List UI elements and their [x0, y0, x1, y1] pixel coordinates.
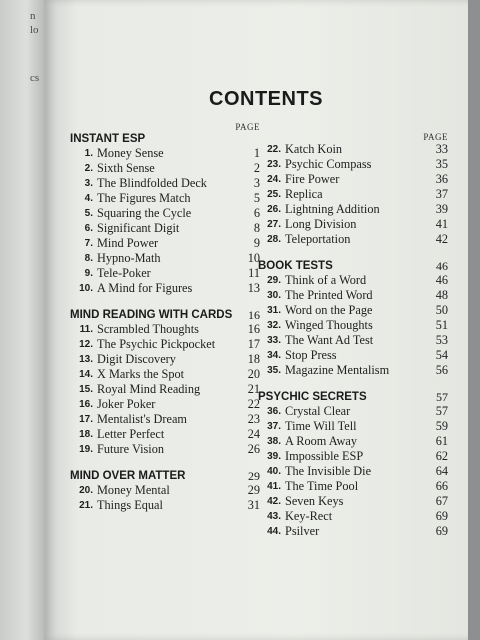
toc-entry	[258, 142, 448, 157]
entry-number: 24.	[267, 174, 281, 185]
entry-page-number: 67	[435, 494, 448, 508]
entry-number: 7.	[84, 238, 93, 249]
toc-entry	[258, 303, 448, 318]
toc-entry	[258, 363, 448, 378]
toc-entry	[258, 434, 448, 449]
entry-number: 18.	[79, 429, 93, 440]
toc-entry	[258, 232, 448, 247]
entry-number: 17.	[79, 414, 93, 425]
entry-title: Significant Digit	[97, 221, 180, 235]
entry-page-number: 22	[247, 397, 260, 411]
entry-number: 41.	[267, 481, 281, 492]
entry-title: The Time Pool	[285, 479, 359, 493]
entry-number: 4.	[84, 193, 93, 204]
toc-entry	[70, 191, 260, 206]
entry-number: 42.	[267, 496, 281, 507]
entry-number: 29.	[267, 275, 281, 286]
entry-number: 8.	[84, 253, 93, 264]
entry-page-number: 17	[247, 337, 260, 351]
entry-title: Seven Keys	[285, 494, 344, 508]
toc-entry	[258, 479, 448, 494]
toc-entry	[258, 348, 448, 363]
entry-page-number: 9	[253, 236, 260, 250]
entry-number: 20.	[79, 485, 93, 496]
entry-page-number: 20	[247, 367, 260, 381]
entry-number: 23.	[267, 159, 281, 170]
entry-title: Letter Perfect	[97, 427, 165, 441]
toc-entry	[70, 337, 260, 352]
toc-entry	[258, 217, 448, 232]
entry-title: Digit Discovery	[97, 352, 176, 366]
entry-title: Think of a Word	[285, 273, 367, 287]
toc-entry	[70, 498, 260, 513]
entry-title: Future Vision	[97, 442, 165, 456]
entry-number: 11.	[79, 324, 93, 335]
entry-page-number: 6	[253, 206, 260, 220]
entry-title: Replica	[285, 187, 323, 201]
toc-entry	[258, 202, 448, 217]
toc-entry	[70, 352, 260, 367]
toc-entry	[258, 524, 448, 539]
entry-number: 28.	[267, 234, 281, 245]
entry-number: 27.	[267, 219, 281, 230]
entry-title: Hypno-Math	[97, 251, 161, 265]
entry-page-number: 61	[435, 434, 448, 448]
toc-entry	[70, 483, 260, 498]
entry-page-number: 35	[435, 157, 448, 171]
entry-title: A Room Away	[285, 434, 357, 448]
entry-number: 39.	[267, 451, 281, 462]
entry-title: Time Will Tell	[285, 419, 357, 433]
entry-page-number: 13	[247, 281, 260, 295]
toc-entry	[70, 427, 260, 442]
entry-number: 12.	[79, 339, 93, 350]
toc-entry	[70, 382, 260, 397]
entry-page-number: 1	[253, 146, 260, 160]
section-spacer	[70, 296, 260, 308]
entry-number: 34.	[267, 350, 281, 361]
entry-number: 32.	[267, 320, 281, 331]
entry-title: Katch Koin	[285, 142, 343, 156]
entry-title: The Blindfolded Deck	[97, 176, 207, 190]
entry-number: 9.	[84, 268, 93, 279]
entry-title: Squaring the Cycle	[97, 206, 192, 220]
entry-title: Tele-Poker	[97, 266, 151, 280]
entry-page-number: 53	[435, 333, 448, 347]
section-spacer	[258, 247, 448, 259]
entry-number: 38.	[267, 436, 281, 447]
toc-entry	[258, 449, 448, 464]
section-title: MIND READING WITH CARDS	[70, 309, 233, 321]
entry-page-number: 64	[435, 464, 448, 478]
toc-entry	[70, 397, 260, 412]
page-column-header: PAGE	[235, 122, 260, 132]
entry-page-number: 57	[435, 404, 448, 418]
toc-entry	[70, 251, 260, 266]
entry-number: 21.	[79, 500, 93, 511]
entry-number: 31.	[267, 305, 281, 316]
entry-number: 14.	[79, 369, 93, 380]
page-title: CONTENTS	[209, 88, 323, 110]
entry-number: 44.	[267, 526, 281, 537]
entry-page-number: 33	[435, 142, 448, 156]
entry-page-number: 5	[253, 191, 260, 205]
entry-number: 6.	[84, 223, 93, 234]
entry-number: 33.	[267, 335, 281, 346]
toc-entry	[258, 333, 448, 348]
section-page-number: 46	[436, 259, 448, 273]
entry-page-number: 16	[247, 322, 260, 336]
entry-page-number: 24	[247, 427, 260, 441]
entry-page-number: 46	[435, 273, 448, 287]
section-page-number: 16	[248, 308, 260, 322]
entry-title: The Figures Match	[97, 191, 191, 205]
entry-title: Winged Thoughts	[285, 318, 373, 332]
entry-title: Scrambled Thoughts	[97, 322, 199, 336]
section-title: PSYCHIC SECRETS	[258, 391, 367, 403]
entry-title: Magazine Mentalism	[285, 363, 390, 377]
entry-title: The Psychic Pickpocket	[97, 337, 216, 351]
left-column	[70, 122, 260, 513]
toc-entry	[258, 318, 448, 333]
entry-number: 30.	[267, 290, 281, 301]
toc-entry	[70, 281, 260, 296]
entry-title: The Want Ad Test	[285, 333, 374, 347]
section-heading	[70, 308, 260, 322]
entry-page-number: 39	[435, 202, 448, 216]
entry-title: Fire Power	[285, 172, 340, 186]
entry-title: Mind Power	[97, 236, 159, 250]
entry-number: 10.	[79, 283, 93, 294]
entry-title: A Mind for Figures	[97, 281, 193, 295]
entry-page-number: 21	[247, 382, 260, 396]
entry-page-number: 18	[247, 352, 260, 366]
section-spacer	[258, 378, 448, 390]
entry-page-number: 29	[247, 483, 260, 497]
entry-number: 22.	[267, 144, 281, 155]
entry-number: 3.	[84, 178, 93, 189]
entry-title: Money Sense	[97, 146, 164, 160]
section-title: MIND OVER MATTER	[70, 470, 186, 482]
entry-page-number: 10	[247, 251, 260, 265]
entry-number: 1.	[84, 148, 93, 159]
entry-title: Word on the Page	[285, 303, 373, 317]
entry-page-number: 3	[253, 176, 260, 190]
toc-entry	[70, 322, 260, 337]
toc-entry	[70, 367, 260, 382]
entry-page-number: 66	[435, 479, 448, 493]
section-heading	[258, 390, 448, 404]
contents-page	[44, 0, 468, 640]
entry-page-number: 69	[435, 509, 448, 523]
previous-page-fragment: lo	[30, 24, 39, 36]
entry-title: Key-Rect	[285, 509, 333, 523]
entry-title: Psilver	[285, 524, 320, 538]
entry-title: Sixth Sense	[97, 161, 155, 175]
entry-title: Long Division	[285, 217, 357, 231]
entry-title: Teleportation	[285, 232, 351, 246]
entry-title: X Marks the Spot	[97, 367, 185, 381]
entry-title: The Printed Word	[285, 288, 373, 302]
toc-entry	[70, 412, 260, 427]
toc-entry	[258, 172, 448, 187]
section-spacer	[70, 457, 260, 469]
toc-entry	[258, 404, 448, 419]
toc-entry	[258, 273, 448, 288]
toc-entry	[70, 221, 260, 236]
right-column	[258, 132, 448, 539]
entry-number: 13.	[79, 354, 93, 365]
entry-title: Impossible ESP	[285, 449, 364, 463]
entry-page-number: 56	[435, 363, 448, 377]
section-heading	[70, 469, 260, 483]
toc-entry	[70, 236, 260, 251]
toc-entry	[70, 266, 260, 281]
entry-title: Royal Mind Reading	[97, 382, 201, 396]
entry-number: 15.	[79, 384, 93, 395]
entry-title: Money Mental	[97, 483, 170, 497]
section-page-number: 29	[248, 469, 260, 483]
previous-page-edge	[0, 0, 44, 640]
entry-page-number: 23	[247, 412, 260, 426]
toc-entry	[258, 187, 448, 202]
entry-title: Things Equal	[97, 498, 163, 512]
toc-entry	[70, 176, 260, 191]
entry-number: 19.	[79, 444, 93, 455]
section-heading	[70, 132, 260, 146]
toc-entry	[70, 146, 260, 161]
entry-number: 26.	[267, 204, 281, 215]
entry-title: Joker Poker	[97, 397, 156, 411]
section-heading	[258, 259, 448, 273]
entry-title: Mentalist's Dream	[97, 412, 187, 426]
entry-number: 36.	[267, 406, 281, 417]
toc-entry	[258, 288, 448, 303]
entry-title: Lightning Addition	[285, 202, 380, 216]
section-title: INSTANT ESP	[70, 133, 146, 145]
entry-page-number: 54	[435, 348, 448, 362]
entry-page-number: 26	[247, 442, 260, 456]
entry-page-number: 59	[435, 419, 448, 433]
entry-page-number: 41	[435, 217, 448, 231]
section-title: BOOK TESTS	[258, 260, 333, 272]
entry-page-number: 36	[435, 172, 448, 186]
entry-number: 5.	[84, 208, 93, 219]
entry-title: Stop Press	[285, 348, 337, 362]
entry-page-number: 37	[435, 187, 448, 201]
entry-number: 16.	[79, 399, 93, 410]
entry-number: 43.	[267, 511, 281, 522]
entry-page-number: 31	[247, 498, 260, 512]
toc-entry	[258, 464, 448, 479]
entry-number: 2.	[84, 163, 93, 174]
toc-entry	[70, 161, 260, 176]
toc-entry	[70, 206, 260, 221]
entry-number: 25.	[267, 189, 281, 200]
entry-title: Psychic Compass	[285, 157, 372, 171]
page-column-header: PAGE	[423, 132, 448, 142]
entry-page-number: 2	[253, 161, 260, 175]
entry-page-number: 51	[435, 318, 448, 332]
entry-page-number: 8	[253, 221, 260, 235]
previous-page-fragment: n	[30, 10, 36, 22]
section-page-number: 57	[436, 390, 448, 404]
toc-entry	[258, 419, 448, 434]
previous-page-fragment: cs	[30, 72, 40, 84]
entry-page-number: 50	[435, 303, 448, 317]
entry-page-number: 62	[435, 449, 448, 463]
entry-page-number: 48	[435, 288, 448, 302]
entry-number: 35.	[267, 365, 281, 376]
entry-page-number: 11	[248, 266, 260, 280]
entry-page-number: 69	[435, 524, 448, 538]
entry-number: 37.	[267, 421, 281, 432]
toc-entry	[70, 442, 260, 457]
entry-title: Crystal Clear	[285, 404, 351, 418]
entry-title: The Invisible Die	[285, 464, 372, 478]
toc-entry	[258, 509, 448, 524]
entry-page-number: 42	[435, 232, 448, 246]
toc-entry	[258, 157, 448, 172]
toc-entry	[258, 494, 448, 509]
entry-number: 40.	[267, 466, 281, 477]
